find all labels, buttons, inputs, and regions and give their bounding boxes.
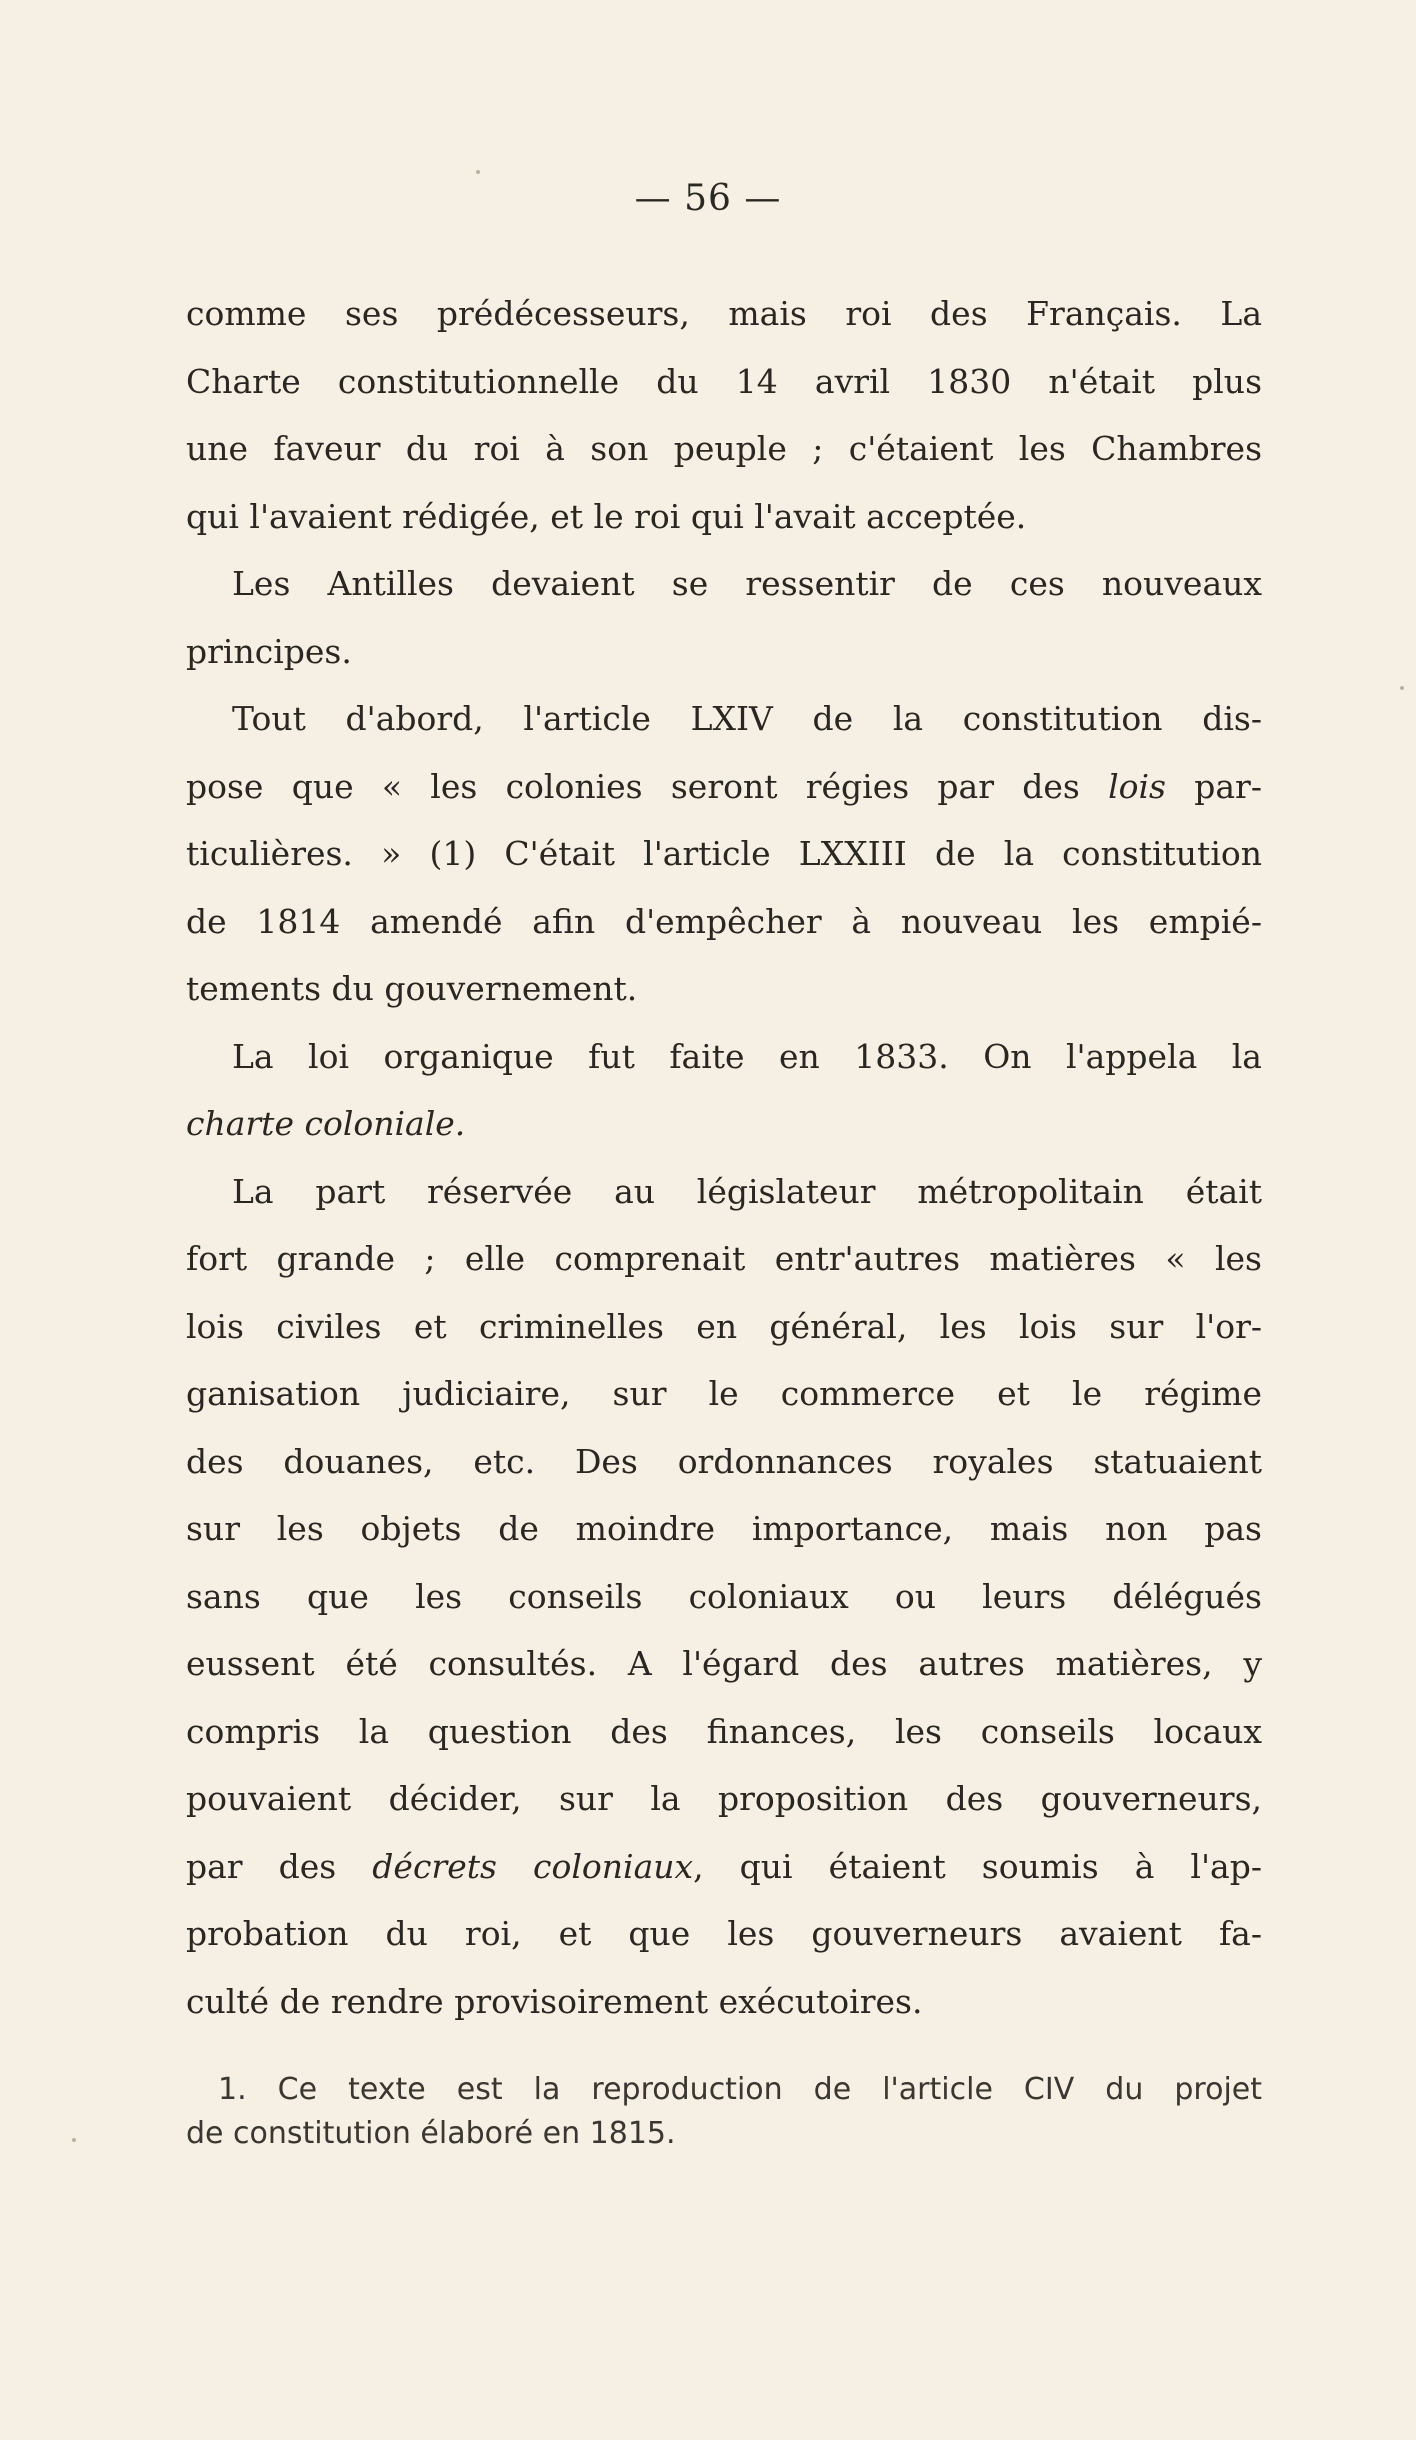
text-line: pouvaient décider, sur la proposition des gouverneurs, xyxy=(186,1779,1262,1818)
text-line: sans que les conseils coloniaux ou leurs délégués xyxy=(186,1576,1262,1616)
text-line: Les Antilles devaient se ressentir de ces nouveaux xyxy=(232,564,1262,603)
text-line: La loi organique fut faite en 1833. On l'appela la xyxy=(232,1036,1262,1076)
text-line: fort grande ; elle comprenait entr'autres matières « les xyxy=(186,1239,1262,1278)
text-line: Charte constitutionnelle du 14 avril 1830 n'était plus xyxy=(186,361,1262,401)
paper-speck xyxy=(72,2138,76,2142)
text-line: des douanes, etc. Des ordonnances royales statuaient xyxy=(186,1441,1262,1481)
text-line: lois civiles et criminelles en général, les lois sur l'or- xyxy=(186,1306,1262,1346)
paper-speck xyxy=(476,170,480,174)
paper-speck xyxy=(1400,686,1404,690)
footnote-line: 1. Ce texte est la reproduction de l'article CIV du projet xyxy=(218,2072,1262,2107)
italic-segment: lois xyxy=(1108,766,1166,806)
text-line: La part réservée au législateur métropolitain était xyxy=(232,1171,1262,1211)
page-number: — 56 — xyxy=(634,178,782,219)
text-line: ticulières. » (1) C'était l'article LXXIII de la constitution xyxy=(186,834,1262,873)
text-line: eussent été consultés. A l'égard des autres matières, y xyxy=(186,1644,1262,1683)
text-segment: par- xyxy=(1194,766,1262,806)
text-line: ganisation judiciaire, sur le commerce et le régime xyxy=(186,1374,1262,1413)
text-line: qui l'avaient rédigée, et le roi qui l'avait acceptée. xyxy=(186,496,1027,536)
text-line xyxy=(186,753,1262,821)
text-line: une faveur du roi à son peuple ; c'étaient les Chambres xyxy=(186,429,1262,468)
text-line xyxy=(186,1090,1262,1158)
text-line: Tout d'abord, l'article LXIV de la constitution dis- xyxy=(232,699,1262,738)
text-segment: pose que « les colonies seront régies par des xyxy=(186,766,1080,806)
text-line xyxy=(186,1833,1262,1901)
text-line: sur les objets de moindre importance, mais non pas xyxy=(186,1509,1262,1548)
text-line: culté de rendre provisoirement exécutoires. xyxy=(186,1981,923,2021)
text-line: de 1814 amendé afin d'empêcher à nouveau les empié- xyxy=(186,901,1262,941)
footnote-line: de constitution élaboré en 1815. xyxy=(186,2116,676,2151)
body-text xyxy=(186,280,1262,2035)
italic-segment: décrets coloniaux xyxy=(372,1846,694,1886)
text-line: tements du gouvernement. xyxy=(186,969,638,1008)
text-segment: par des xyxy=(186,1846,337,1886)
text-segment: , qui étaient soumis à l'ap- xyxy=(693,1846,1262,1886)
footnote xyxy=(186,2068,1262,2156)
text-line: comme ses prédécesseurs, mais roi des Français. La xyxy=(186,294,1262,333)
text-line: principes. xyxy=(186,631,352,671)
text-line: compris la question des finances, les conseils locaux xyxy=(186,1711,1262,1751)
italic-segment: charte coloniale. xyxy=(186,1104,466,1143)
text-line: probation du roi, et que les gouverneurs avaient fa- xyxy=(186,1914,1262,1953)
